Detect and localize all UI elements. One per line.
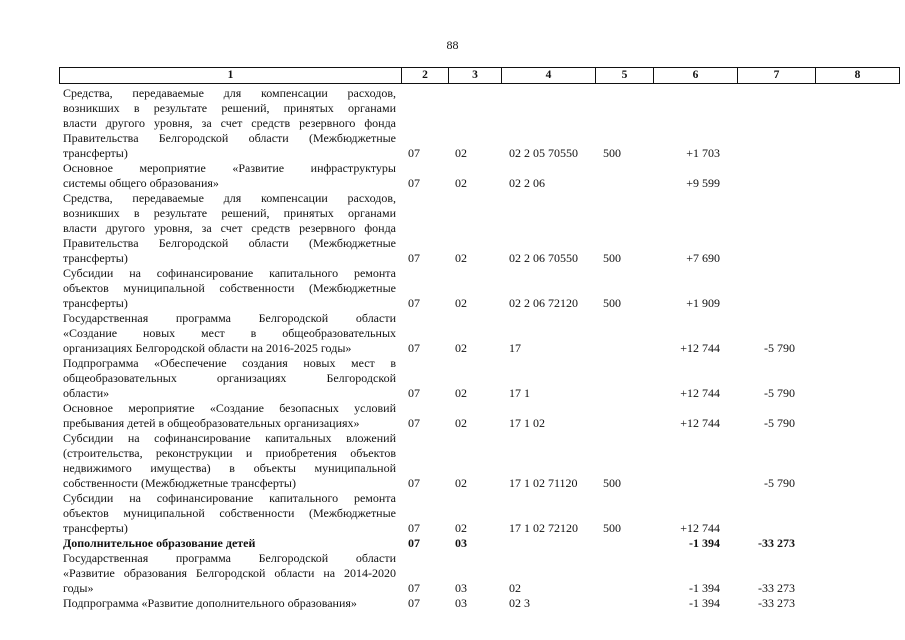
description-line: Субсидии на софинансирование капитального ремонта [63, 491, 396, 505]
description-line: объектов муниципальной собственности (Межбюджетные [63, 281, 396, 295]
description-line: области» [63, 386, 110, 400]
description-line: Подпрограмма «Развитие дополнительного образования» [63, 596, 357, 610]
table-row [0, 431, 905, 491]
description-line: годы» [63, 581, 94, 595]
description-line: трансферты) [63, 146, 128, 160]
header-col-1: 1 [60, 68, 402, 83]
description-line: системы общего образования» [63, 176, 219, 190]
cell-col-4: 17 1 02 72120 [509, 521, 578, 535]
page-number: 88 [446, 38, 459, 52]
header-col-2: 2 [402, 68, 449, 83]
row-description [63, 161, 396, 191]
cell-col-5: 500 [603, 521, 621, 535]
description-line: Основное мероприятие «Развитие инфраструктуры [63, 161, 396, 175]
table-row [0, 596, 905, 611]
cell-col-3: 02 [455, 341, 467, 355]
description-line: Средства, передаваемые для компенсации расходов, [63, 86, 396, 100]
cell-col-4: 02 [509, 581, 521, 595]
header-col-3: 3 [449, 68, 502, 83]
description-line: «Развитие образования Белгородской области на 2014-2020 [63, 566, 396, 580]
cell-col-6: +1 909 [686, 296, 720, 310]
cell-col-2: 07 [408, 476, 420, 490]
table-row [0, 401, 905, 431]
description-line: собственности (Межбюджетные трансферты) [63, 476, 296, 490]
cell-col-7: -5 790 [764, 416, 795, 430]
cell-col-4: 02 3 [509, 596, 530, 610]
cell-col-6: +1 703 [686, 146, 720, 160]
cell-col-3: 02 [455, 476, 467, 490]
cell-col-4: 02 2 06 70550 [509, 251, 578, 265]
cell-col-2: 07 [408, 251, 420, 265]
cell-col-5: 500 [603, 476, 621, 490]
description-line: возникших в результате решений, принятых органами [63, 206, 396, 220]
cell-col-7: -5 790 [764, 341, 795, 355]
description-line: власти другого уровня, за счет средств резервного фонда [63, 221, 396, 235]
cell-col-7: -33 273 [758, 536, 795, 550]
table-row [0, 311, 905, 356]
row-description [63, 191, 396, 266]
description-line: Средства, передаваемые для компенсации расходов, [63, 191, 396, 205]
cell-col-2: 07 [408, 521, 420, 535]
table-row [0, 191, 905, 266]
cell-col-7: -33 273 [758, 581, 795, 595]
cell-col-4: 02 2 06 [509, 176, 545, 190]
cell-col-6: +12 744 [680, 386, 720, 400]
header-col-6: 6 [654, 68, 738, 83]
description-line: Правительства Белгородской области (Межбюджетные [63, 131, 396, 145]
cell-col-2: 07 [408, 176, 420, 190]
cell-col-5: 500 [603, 146, 621, 160]
header-col-4: 4 [502, 68, 596, 83]
cell-col-6: +12 744 [680, 341, 720, 355]
table-row [0, 551, 905, 596]
description-line: власти другого уровня, за счет средств резервного фонда [63, 116, 396, 130]
cell-col-7: -33 273 [758, 596, 795, 610]
cell-col-2: 07 [408, 296, 420, 310]
cell-col-6: -1 394 [689, 581, 720, 595]
cell-col-3: 02 [455, 146, 467, 160]
row-description [63, 401, 396, 431]
description-line: (строительства, реконструкции и приобретения объектов [63, 446, 396, 460]
cell-col-6: +12 744 [680, 521, 720, 535]
cell-col-3: 03 [455, 596, 467, 610]
header-col-8: 8 [854, 69, 861, 81]
header-col-5: 5 [596, 68, 654, 83]
cell-col-2: 07 [408, 536, 420, 550]
table-row [0, 161, 905, 191]
description-line: Основное мероприятие «Создание безопасных условий [63, 401, 396, 415]
description-line: трансферты) [63, 296, 128, 310]
table-row [0, 266, 905, 311]
cell-col-4: 17 [509, 341, 521, 355]
cell-col-2: 07 [408, 146, 420, 160]
cell-col-6: +9 599 [686, 176, 720, 190]
table-header [59, 67, 900, 84]
row-description [63, 551, 396, 596]
row-description [63, 596, 396, 611]
cell-col-3: 03 [455, 536, 467, 550]
cell-col-2: 07 [408, 341, 420, 355]
cell-col-2: 07 [408, 596, 420, 610]
row-description [63, 356, 396, 401]
description-line: «Создание новых мест в общеобразовательных [63, 326, 396, 340]
cell-col-3: 03 [455, 581, 467, 595]
description-line: трансферты) [63, 251, 128, 265]
description-line: организациях Белгородской области на 2016-2025 годы» [63, 341, 352, 355]
description-line: Государственная программа Белгородской области [63, 311, 396, 325]
cell-col-2: 07 [408, 386, 420, 400]
row-description [63, 536, 396, 551]
description-line: Субсидии на софинансирование капитальных вложений [63, 431, 396, 445]
description-line: объектов муниципальной собственности (Межбюджетные [63, 506, 396, 520]
cell-col-3: 02 [455, 416, 467, 430]
cell-col-4: 17 1 02 [509, 416, 545, 430]
cell-col-5: 500 [603, 296, 621, 310]
cell-col-6: -1 394 [689, 596, 720, 610]
description-line: Подпрограмма «Обеспечение создания новых мест в [63, 356, 396, 370]
cell-col-6: +7 690 [686, 251, 720, 265]
cell-col-4: 02 2 06 72120 [509, 296, 578, 310]
cell-col-4: 02 2 05 70550 [509, 146, 578, 160]
description-line: трансферты) [63, 521, 128, 535]
description-line: Государственная программа Белгородской области [63, 551, 396, 565]
header-col-7: 7 [738, 68, 816, 83]
cell-col-2: 07 [408, 416, 420, 430]
row-description [63, 86, 396, 161]
cell-col-2: 07 [408, 581, 420, 595]
cell-col-4: 17 1 [509, 386, 530, 400]
cell-col-5: 500 [603, 251, 621, 265]
description-line: Правительства Белгородской области (Межбюджетные [63, 236, 396, 250]
cell-col-4: 17 1 02 71120 [509, 476, 578, 490]
cell-col-6: +12 744 [680, 416, 720, 430]
row-description [63, 491, 396, 536]
cell-col-3: 02 [455, 521, 467, 535]
cell-col-3: 02 [455, 251, 467, 265]
table-row [0, 491, 905, 536]
cell-col-3: 02 [455, 296, 467, 310]
description-line: недвижимого имущества) в объекты муниципальной [63, 461, 396, 475]
row-description [63, 431, 396, 491]
description-line: пребывания детей в общеобразовательных организациях» [63, 416, 360, 430]
row-description [63, 266, 396, 311]
table-row [0, 536, 905, 551]
description-line: общеобразовательных организациях Белгородской [63, 371, 396, 385]
cell-col-7: -5 790 [764, 476, 795, 490]
cell-col-3: 02 [455, 176, 467, 190]
description-line: возникших в результате решений, принятых органами [63, 101, 396, 115]
cell-col-7: -5 790 [764, 386, 795, 400]
row-description [63, 311, 396, 356]
table-row [0, 356, 905, 401]
description-line: Субсидии на софинансирование капитального ремонта [63, 266, 396, 280]
table-row [0, 86, 905, 161]
description-line: Дополнительное образование детей [63, 536, 256, 550]
cell-col-6: -1 394 [689, 536, 720, 550]
cell-col-3: 02 [455, 386, 467, 400]
